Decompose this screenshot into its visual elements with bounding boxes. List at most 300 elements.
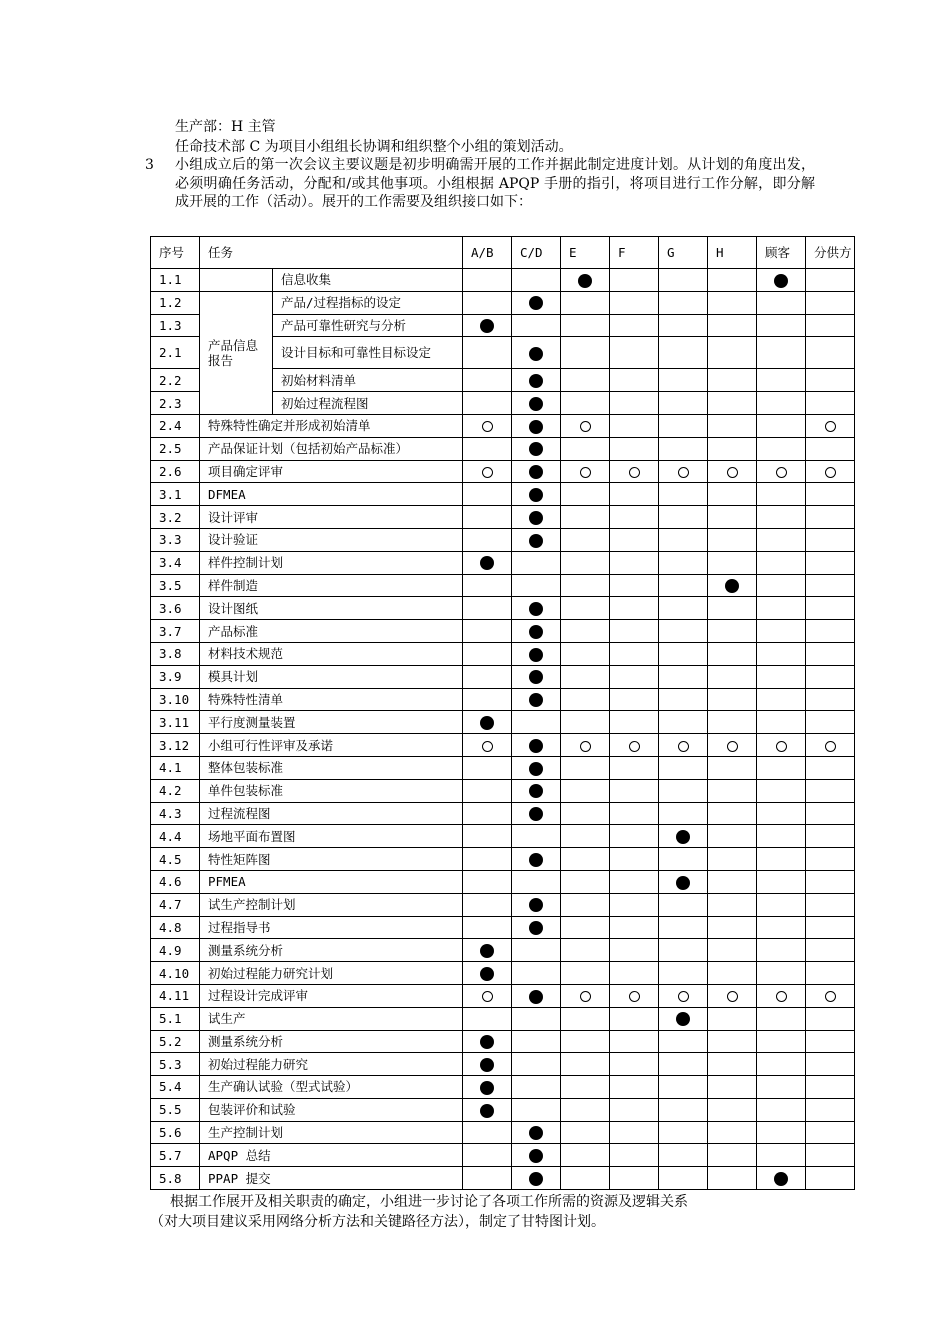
mark-cell: [463, 392, 512, 415]
mark-cell: [757, 939, 806, 962]
mark-cell: [806, 711, 855, 734]
table-row: [151, 802, 855, 825]
row-number: 4.7: [151, 893, 200, 916]
row-number: 3.7: [151, 620, 200, 643]
mark-cell: [708, 506, 757, 529]
filled-circle-icon: [529, 347, 543, 361]
mark-cell: [806, 437, 855, 460]
mark-cell: [512, 337, 561, 369]
mark-cell: [561, 269, 610, 292]
mark-cell: [610, 1167, 659, 1190]
task-name: 产品保证计划（包括初始产品标准）: [200, 437, 463, 460]
table-row: [151, 1098, 855, 1121]
task-name: 小组可行性评审及承诺: [200, 734, 463, 757]
open-circle-icon: [776, 467, 787, 478]
filled-circle-icon: [676, 876, 690, 890]
mark-cell: [757, 642, 806, 665]
mark-cell: [757, 962, 806, 985]
mark-cell: [659, 825, 708, 848]
open-circle-icon: [629, 467, 640, 478]
mark-cell: [806, 665, 855, 688]
filled-circle-icon: [676, 1012, 690, 1026]
mark-cell: [757, 1030, 806, 1053]
table-row: [151, 939, 855, 962]
mark-cell: [610, 437, 659, 460]
row-number: 2.4: [151, 414, 200, 437]
mark-cell: [561, 1144, 610, 1167]
mark-cell: [659, 893, 708, 916]
mark-cell: [512, 437, 561, 460]
mark-cell: [463, 369, 512, 392]
row-number: 5.8: [151, 1167, 200, 1190]
mark-cell: [610, 779, 659, 802]
row-number: 3.2: [151, 506, 200, 529]
mark-cell: [659, 597, 708, 620]
mark-cell: [806, 291, 855, 314]
mark-cell: [463, 802, 512, 825]
mark-cell: [610, 688, 659, 711]
row-number: 5.3: [151, 1053, 200, 1076]
row-number: 4.8: [151, 916, 200, 939]
mark-cell: [463, 711, 512, 734]
mark-cell: [806, 414, 855, 437]
mark-cell: [708, 291, 757, 314]
filled-circle-icon: [480, 1035, 494, 1049]
mark-cell: [806, 460, 855, 483]
filled-circle-icon: [529, 921, 543, 935]
row-number: 5.7: [151, 1144, 200, 1167]
mark-cell: [512, 460, 561, 483]
open-circle-icon: [776, 991, 787, 1002]
mark-cell: [610, 734, 659, 757]
mark-cell: [561, 939, 610, 962]
table-row: [151, 984, 855, 1007]
mark-cell: [806, 337, 855, 369]
column-header: G: [659, 237, 708, 269]
mark-cell: [512, 1098, 561, 1121]
mark-cell: [659, 1007, 708, 1030]
mark-cell: [561, 870, 610, 893]
mark-cell: [659, 962, 708, 985]
mark-cell: [757, 597, 806, 620]
task-name: 特殊特性清单: [200, 688, 463, 711]
mark-cell: [512, 620, 561, 643]
mark-cell: [610, 1121, 659, 1144]
mark-cell: [708, 711, 757, 734]
table-row: [151, 269, 855, 292]
row-number: 3.11: [151, 711, 200, 734]
mark-cell: [610, 870, 659, 893]
filled-circle-icon: [676, 830, 690, 844]
column-header: A/B: [463, 237, 512, 269]
filled-circle-icon: [480, 967, 494, 981]
mark-cell: [610, 269, 659, 292]
mark-cell: [659, 506, 708, 529]
column-header: E: [561, 237, 610, 269]
table-row: [151, 460, 855, 483]
open-circle-icon: [629, 741, 640, 752]
mark-cell: [806, 848, 855, 871]
mark-cell: [610, 1098, 659, 1121]
table-row: [151, 779, 855, 802]
mark-cell: [806, 939, 855, 962]
mark-cell: [806, 1144, 855, 1167]
mark-cell: [708, 574, 757, 597]
mark-cell: [708, 962, 757, 985]
mark-cell: [757, 916, 806, 939]
filled-circle-icon: [529, 1172, 543, 1186]
mark-cell: [757, 506, 806, 529]
mark-cell: [463, 939, 512, 962]
table-row: [151, 620, 855, 643]
mark-cell: [659, 1030, 708, 1053]
filled-circle-icon: [480, 1104, 494, 1118]
open-circle-icon: [825, 991, 836, 1002]
group-cell-empty: [200, 269, 273, 292]
task-name: 平行度测量装置: [200, 711, 463, 734]
task-name: 过程设计完成评审: [200, 984, 463, 1007]
row-number: 4.1: [151, 756, 200, 779]
table-row: [151, 574, 855, 597]
row-number: 4.11: [151, 984, 200, 1007]
mark-cell: [512, 756, 561, 779]
mark-cell: [806, 825, 855, 848]
mark-cell: [561, 414, 610, 437]
mark-cell: [512, 414, 561, 437]
mark-cell: [708, 870, 757, 893]
mark-cell: [561, 734, 610, 757]
table-row: [151, 1007, 855, 1030]
mark-cell: [806, 893, 855, 916]
mark-cell: [610, 483, 659, 506]
mark-cell: [708, 1121, 757, 1144]
mark-cell: [757, 1144, 806, 1167]
open-circle-icon: [629, 991, 640, 1002]
mark-cell: [757, 392, 806, 415]
filled-circle-icon: [774, 274, 788, 288]
mark-cell: [659, 939, 708, 962]
mark-cell: [659, 414, 708, 437]
table-row: [151, 483, 855, 506]
mark-cell: [561, 688, 610, 711]
mark-cell: [708, 688, 757, 711]
mark-cell: [610, 460, 659, 483]
row-number: 3.8: [151, 642, 200, 665]
mark-cell: [610, 916, 659, 939]
table-row: [151, 1030, 855, 1053]
mark-cell: [708, 1144, 757, 1167]
table-row: [151, 1167, 855, 1190]
mark-cell: [561, 437, 610, 460]
mark-cell: [708, 414, 757, 437]
filled-circle-icon: [480, 1058, 494, 1072]
row-number: 5.1: [151, 1007, 200, 1030]
mark-cell: [512, 506, 561, 529]
mark-cell: [659, 711, 708, 734]
group-label: 产品信息报告: [200, 291, 273, 414]
task-name: PPAP 提交: [200, 1167, 463, 1190]
mark-cell: [610, 314, 659, 337]
mark-cell: [806, 916, 855, 939]
filled-circle-icon: [529, 511, 543, 525]
mark-cell: [463, 665, 512, 688]
mark-cell: [512, 665, 561, 688]
mark-cell: [512, 916, 561, 939]
mark-cell: [463, 620, 512, 643]
open-circle-icon: [482, 421, 493, 432]
mark-cell: [610, 1030, 659, 1053]
mark-cell: [806, 734, 855, 757]
mark-cell: [708, 314, 757, 337]
mark-cell: [757, 414, 806, 437]
mark-cell: [512, 1121, 561, 1144]
mark-cell: [512, 528, 561, 551]
row-number: 2.2: [151, 369, 200, 392]
mark-cell: [708, 1076, 757, 1099]
filled-circle-icon: [529, 602, 543, 616]
open-circle-icon: [825, 421, 836, 432]
mark-cell: [806, 528, 855, 551]
mark-cell: [806, 802, 855, 825]
mark-cell: [463, 825, 512, 848]
open-circle-icon: [776, 741, 787, 752]
mark-cell: [708, 337, 757, 369]
mark-cell: [463, 1144, 512, 1167]
mark-cell: [806, 688, 855, 711]
mark-cell: [659, 734, 708, 757]
task-name: 试生产: [200, 1007, 463, 1030]
mark-cell: [561, 756, 610, 779]
row-number: 4.6: [151, 870, 200, 893]
mark-cell: [561, 779, 610, 802]
table-row: [151, 551, 855, 574]
mark-cell: [659, 551, 708, 574]
mark-cell: [806, 1007, 855, 1030]
mark-cell: [659, 574, 708, 597]
mark-cell: [561, 962, 610, 985]
task-name: 过程指导书: [200, 916, 463, 939]
mark-cell: [708, 392, 757, 415]
mark-cell: [512, 574, 561, 597]
open-circle-icon: [678, 741, 689, 752]
mark-cell: [610, 756, 659, 779]
row-number: 4.5: [151, 848, 200, 871]
mark-cell: [610, 642, 659, 665]
mark-cell: [463, 1121, 512, 1144]
mark-cell: [561, 291, 610, 314]
mark-cell: [757, 984, 806, 1007]
mark-cell: [561, 848, 610, 871]
mark-cell: [659, 642, 708, 665]
mark-cell: [806, 314, 855, 337]
mark-cell: [463, 1030, 512, 1053]
task-name: 过程流程图: [200, 802, 463, 825]
mark-cell: [512, 870, 561, 893]
column-header: 顾客: [757, 237, 806, 269]
row-number: 3.3: [151, 528, 200, 551]
mark-cell: [561, 620, 610, 643]
open-circle-icon: [482, 991, 493, 1002]
task-name: 材料技术规范: [200, 642, 463, 665]
task-name: 包装评价和试验: [200, 1098, 463, 1121]
table-row: [151, 642, 855, 665]
task-name: DFMEA: [200, 483, 463, 506]
table-row: [151, 437, 855, 460]
mark-cell: [659, 460, 708, 483]
mark-cell: [610, 597, 659, 620]
closing-line-2: （对大项目建议采用网络分析方法和关键路径方法），制定了甘特图计划。: [150, 1214, 605, 1230]
mark-cell: [512, 984, 561, 1007]
mark-cell: [708, 528, 757, 551]
mark-cell: [659, 314, 708, 337]
mark-cell: [757, 665, 806, 688]
mark-cell: [708, 642, 757, 665]
mark-cell: [757, 870, 806, 893]
filled-circle-icon: [529, 739, 543, 753]
table-row: [151, 756, 855, 779]
row-number: 3.9: [151, 665, 200, 688]
task-name: 试生产控制计划: [200, 893, 463, 916]
row-number: 5.2: [151, 1030, 200, 1053]
open-circle-icon: [678, 467, 689, 478]
mark-cell: [806, 392, 855, 415]
mark-cell: [708, 551, 757, 574]
mark-cell: [561, 392, 610, 415]
mark-cell: [610, 369, 659, 392]
mark-cell: [659, 848, 708, 871]
mark-cell: [708, 893, 757, 916]
task-name: 样件控制计划: [200, 551, 463, 574]
mark-cell: [561, 1007, 610, 1030]
open-circle-icon: [825, 467, 836, 478]
row-number: 4.4: [151, 825, 200, 848]
filled-circle-icon: [480, 944, 494, 958]
filled-circle-icon: [578, 274, 592, 288]
mark-cell: [757, 848, 806, 871]
mark-cell: [561, 802, 610, 825]
mark-cell: [806, 756, 855, 779]
mark-cell: [757, 734, 806, 757]
intro-line-1: 生产部：H 主管: [175, 119, 276, 135]
mark-cell: [463, 314, 512, 337]
mark-cell: [757, 460, 806, 483]
mark-cell: [512, 711, 561, 734]
mark-cell: [659, 528, 708, 551]
mark-cell: [708, 269, 757, 292]
filled-circle-icon: [529, 853, 543, 867]
mark-cell: [708, 939, 757, 962]
mark-cell: [757, 483, 806, 506]
mark-cell: [561, 1030, 610, 1053]
row-number: 3.12: [151, 734, 200, 757]
mark-cell: [659, 1144, 708, 1167]
mark-cell: [659, 1053, 708, 1076]
mark-cell: [806, 984, 855, 1007]
mark-cell: [512, 688, 561, 711]
mark-cell: [463, 688, 512, 711]
mark-cell: [708, 597, 757, 620]
mark-cell: [659, 269, 708, 292]
mark-cell: [463, 893, 512, 916]
open-circle-icon: [727, 741, 738, 752]
mark-cell: [610, 1144, 659, 1167]
mark-cell: [610, 893, 659, 916]
mark-cell: [463, 483, 512, 506]
mark-cell: [757, 711, 806, 734]
mark-cell: [757, 779, 806, 802]
mark-cell: [463, 962, 512, 985]
table-row: [151, 291, 855, 314]
task-name: 模具计划: [200, 665, 463, 688]
mark-cell: [512, 1053, 561, 1076]
task-name: 测量系统分析: [200, 939, 463, 962]
task-name: 生产确认试验（型式试验）: [200, 1076, 463, 1099]
task-name: 产品标准: [200, 620, 463, 643]
mark-cell: [806, 1121, 855, 1144]
mark-cell: [708, 460, 757, 483]
task-name: 生产控制计划: [200, 1121, 463, 1144]
mark-cell: [757, 437, 806, 460]
mark-cell: [757, 528, 806, 551]
mark-cell: [561, 483, 610, 506]
row-number: 5.6: [151, 1121, 200, 1144]
table-row: [151, 528, 855, 551]
mark-cell: [659, 870, 708, 893]
mark-cell: [561, 893, 610, 916]
mark-cell: [463, 574, 512, 597]
mark-cell: [806, 1167, 855, 1190]
filled-circle-icon: [529, 296, 543, 310]
mark-cell: [659, 1098, 708, 1121]
mark-cell: [659, 392, 708, 415]
mark-cell: [806, 483, 855, 506]
task-name: 测量系统分析: [200, 1030, 463, 1053]
mark-cell: [708, 756, 757, 779]
row-number: 3.1: [151, 483, 200, 506]
task-name: 特性矩阵图: [200, 848, 463, 871]
open-circle-icon: [580, 991, 591, 1002]
task-name: 初始材料清单: [273, 369, 463, 392]
mark-cell: [659, 1076, 708, 1099]
mark-cell: [463, 414, 512, 437]
mark-cell: [610, 574, 659, 597]
mark-cell: [512, 939, 561, 962]
task-name: 样件制造: [200, 574, 463, 597]
mark-cell: [806, 1053, 855, 1076]
mark-cell: [561, 825, 610, 848]
mark-cell: [806, 269, 855, 292]
mark-cell: [659, 779, 708, 802]
mark-cell: [757, 1007, 806, 1030]
mark-cell: [708, 437, 757, 460]
mark-cell: [512, 1167, 561, 1190]
filled-circle-icon: [529, 534, 543, 548]
table-row: [151, 711, 855, 734]
mark-cell: [463, 1007, 512, 1030]
row-number: 4.9: [151, 939, 200, 962]
mark-cell: [757, 574, 806, 597]
mark-cell: [708, 1167, 757, 1190]
task-name: 信息收集: [273, 269, 463, 292]
mark-cell: [610, 984, 659, 1007]
mark-cell: [463, 1053, 512, 1076]
mark-cell: [512, 962, 561, 985]
filled-circle-icon: [529, 990, 543, 1004]
mark-cell: [610, 825, 659, 848]
mark-cell: [610, 1076, 659, 1099]
mark-cell: [708, 665, 757, 688]
mark-cell: [610, 291, 659, 314]
